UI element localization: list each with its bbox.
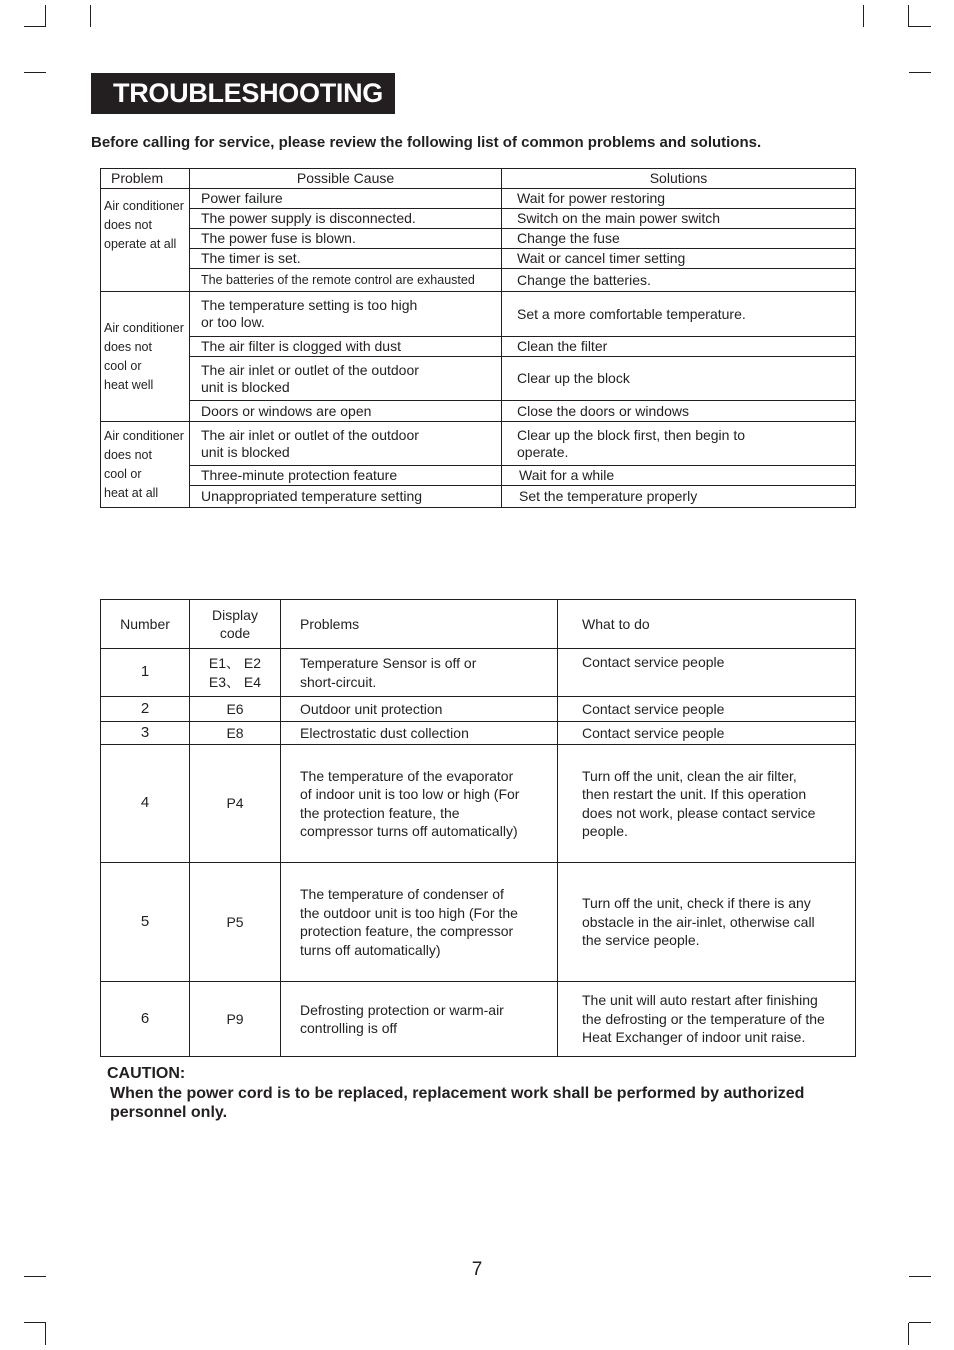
problem-cell: Outdoor unit protection	[281, 697, 558, 722]
cause-cell	[190, 357, 502, 401]
crop-mark	[24, 26, 46, 27]
problem-line: short-circuit.	[300, 673, 377, 690]
crop-mark	[90, 5, 91, 27]
cause-cell: The air filter is clogged with dust	[190, 337, 502, 357]
table-row	[101, 269, 856, 292]
number-cell: 3	[101, 722, 190, 745]
problem-line: turns off automatically)	[300, 941, 441, 958]
cause-cell: The power fuse is blown.	[190, 229, 502, 249]
action-line: Turn off the unit, check if there is any	[582, 895, 811, 912]
cause-cell: Power failure	[190, 189, 502, 209]
cause-line: The air inlet or outlet of the outdoor	[201, 426, 419, 443]
table-row	[101, 229, 856, 249]
problem-line: does not	[104, 447, 152, 462]
action-line: Contact service people	[582, 654, 725, 670]
table-row	[101, 863, 856, 982]
action-line: Turn off the unit, clean the air filter,	[582, 767, 797, 784]
table-row	[101, 697, 856, 722]
troubleshooting-table	[100, 168, 856, 508]
number-cell: 4	[101, 745, 190, 863]
problem-line: compressor turns off automatically)	[300, 823, 518, 839]
problem-line: does not	[104, 218, 152, 232]
action-line: the defrosting or the temperature of the	[582, 1010, 825, 1027]
cause-cell: The timer is set.	[190, 249, 502, 269]
problem-line: heat at all	[104, 485, 159, 500]
action-cell	[558, 745, 856, 863]
problem-cell: Electrostatic dust collection	[281, 722, 558, 745]
table-row	[101, 357, 856, 401]
page-title: TROUBLESHOOTING	[91, 73, 395, 114]
header-problems: Problems	[281, 600, 558, 649]
cause-cell: The batteries of the remote control are exhausted	[190, 269, 502, 292]
problem-cell	[281, 863, 558, 982]
problem-line: Air conditioner	[104, 428, 184, 443]
action-line: The unit will auto restart after finishing	[582, 992, 818, 1009]
table-header-row	[101, 600, 856, 649]
code-cell: P5	[190, 863, 281, 982]
number-cell: 2	[101, 697, 190, 722]
number-cell: 5	[101, 863, 190, 982]
action-line: does not work, please contact service	[582, 804, 816, 821]
problem-line: The temperature of condenser of	[300, 886, 504, 902]
crop-mark	[45, 1323, 46, 1345]
crop-mark	[24, 1322, 46, 1323]
problem-cell	[101, 292, 190, 422]
solution-cell: Wait for a while	[502, 466, 856, 486]
error-code-table	[100, 599, 856, 1057]
table-row	[101, 466, 856, 486]
header-number: Number	[101, 600, 190, 649]
code-cell: P9	[190, 982, 281, 1057]
problem-line: controlling is off	[300, 1020, 398, 1036]
header-solutions: Solutions	[502, 169, 856, 189]
crop-mark	[908, 1323, 909, 1345]
problem-line: operate at all	[104, 237, 177, 251]
action-cell: Contact service people	[558, 697, 856, 722]
action-line: then restart the unit. If this operation	[582, 786, 807, 802]
code-line: E3、 E4	[208, 673, 262, 690]
problem-cell	[101, 189, 190, 292]
header-line: Display	[212, 606, 258, 623]
code-cell: P4	[190, 745, 281, 863]
problem-line: The temperature of the evaporator	[300, 767, 514, 784]
crop-mark	[45, 5, 46, 27]
header-what-to-do: What to do	[558, 600, 856, 649]
crop-mark	[908, 5, 909, 27]
crop-mark	[909, 1322, 931, 1323]
table-row	[101, 337, 856, 357]
problem-cell	[281, 649, 558, 697]
table-row	[101, 486, 856, 508]
solution-cell: Wait or cancel timer setting	[502, 249, 856, 269]
cause-line: unit is blocked	[201, 378, 290, 395]
problem-line: the protection feature, the	[300, 804, 460, 821]
cause-line: The air inlet or outlet of the outdoor	[201, 361, 419, 378]
action-cell	[558, 982, 856, 1057]
table-row	[101, 982, 856, 1057]
cause-line: or too low.	[201, 314, 265, 330]
header-line: code	[219, 625, 251, 641]
solution-line: Clear up the block first, then begin to	[517, 426, 746, 443]
number-cell: 6	[101, 982, 190, 1057]
code-cell: E8	[190, 722, 281, 745]
solution-cell: Change the fuse	[502, 229, 856, 249]
action-line: Heat Exchanger of indoor unit raise.	[582, 1029, 806, 1046]
caution-text	[110, 1084, 850, 1122]
header-possible-cause: Possible Cause	[190, 169, 502, 189]
solution-cell: Set a more comfortable temperature.	[502, 292, 856, 337]
problem-line: Air conditioner	[104, 199, 184, 213]
cause-cell: The power supply is disconnected.	[190, 209, 502, 229]
code-cell	[190, 649, 281, 697]
problem-cell	[101, 422, 190, 508]
number-cell: 1	[101, 649, 190, 697]
crop-mark	[24, 72, 46, 73]
solution-cell: Clean the filter	[502, 337, 856, 357]
caution-line: personnel only.	[110, 1104, 228, 1121]
problem-cell	[281, 982, 558, 1057]
crop-mark	[909, 26, 931, 27]
problem-line: Defrosting protection or warm-air	[300, 1001, 504, 1018]
caution-line: When the power cord is to be replaced, replacement work shall be performed by authorized	[110, 1085, 805, 1102]
table-row	[101, 209, 856, 229]
cause-cell: Unappropriated temperature setting	[190, 486, 502, 508]
solution-cell: Change the batteries.	[502, 269, 856, 292]
problem-line: protection feature, the compressor	[300, 923, 514, 939]
table-row	[101, 745, 856, 863]
table-row	[101, 401, 856, 422]
problem-line: Air conditioner	[104, 320, 184, 335]
problem-cell	[281, 745, 558, 863]
problem-line: does not	[104, 339, 152, 354]
table-row	[101, 292, 856, 337]
code-cell: E6	[190, 697, 281, 722]
problem-line: Temperature Sensor is off or	[300, 655, 477, 671]
solution-line: operate.	[517, 443, 569, 460]
cause-line: The temperature setting is too high	[201, 297, 418, 313]
table-row	[101, 249, 856, 269]
solution-cell: Wait for power restoring	[502, 189, 856, 209]
action-line: obstacle in the air-inlet, otherwise call	[582, 913, 815, 930]
header-problem: Problem	[101, 169, 190, 189]
problem-line: cool or	[104, 466, 142, 481]
table-row	[101, 422, 856, 466]
cause-line: unit is blocked	[201, 443, 290, 460]
cause-cell	[190, 292, 502, 337]
action-cell	[558, 863, 856, 982]
problem-line: cool or	[104, 358, 142, 373]
solution-cell: Clear up the block	[502, 357, 856, 401]
problem-line: heat well	[104, 377, 154, 392]
problem-line: the outdoor unit is too high (For the	[300, 904, 518, 921]
action-cell: Contact service people	[558, 722, 856, 745]
solution-cell: Switch on the main power switch	[502, 209, 856, 229]
solution-cell: Close the doors or windows	[502, 401, 856, 422]
cause-cell: Doors or windows are open	[190, 401, 502, 422]
problem-line: of indoor unit is too low or high (For	[300, 786, 520, 802]
header-display-code	[190, 600, 281, 649]
action-cell	[558, 649, 856, 697]
table-header-row	[101, 169, 856, 189]
cause-cell: Three-minute protection feature	[190, 466, 502, 486]
caution-title: CAUTION:	[107, 1065, 186, 1082]
solution-cell: Set the temperature properly	[502, 486, 856, 508]
action-line: people.	[582, 823, 628, 839]
intro-text: Before calling for service, please review the following list of common problems and solutions.	[91, 134, 762, 151]
page-number: 7	[471, 1259, 483, 1280]
action-line: the service people.	[582, 932, 700, 949]
solution-cell	[502, 422, 856, 466]
crop-mark	[909, 72, 931, 73]
code-line: E1、 E2	[208, 655, 262, 671]
table-row	[101, 722, 856, 745]
table-row	[101, 649, 856, 697]
crop-mark	[863, 5, 864, 27]
table-row	[101, 189, 856, 209]
cause-cell	[190, 422, 502, 466]
